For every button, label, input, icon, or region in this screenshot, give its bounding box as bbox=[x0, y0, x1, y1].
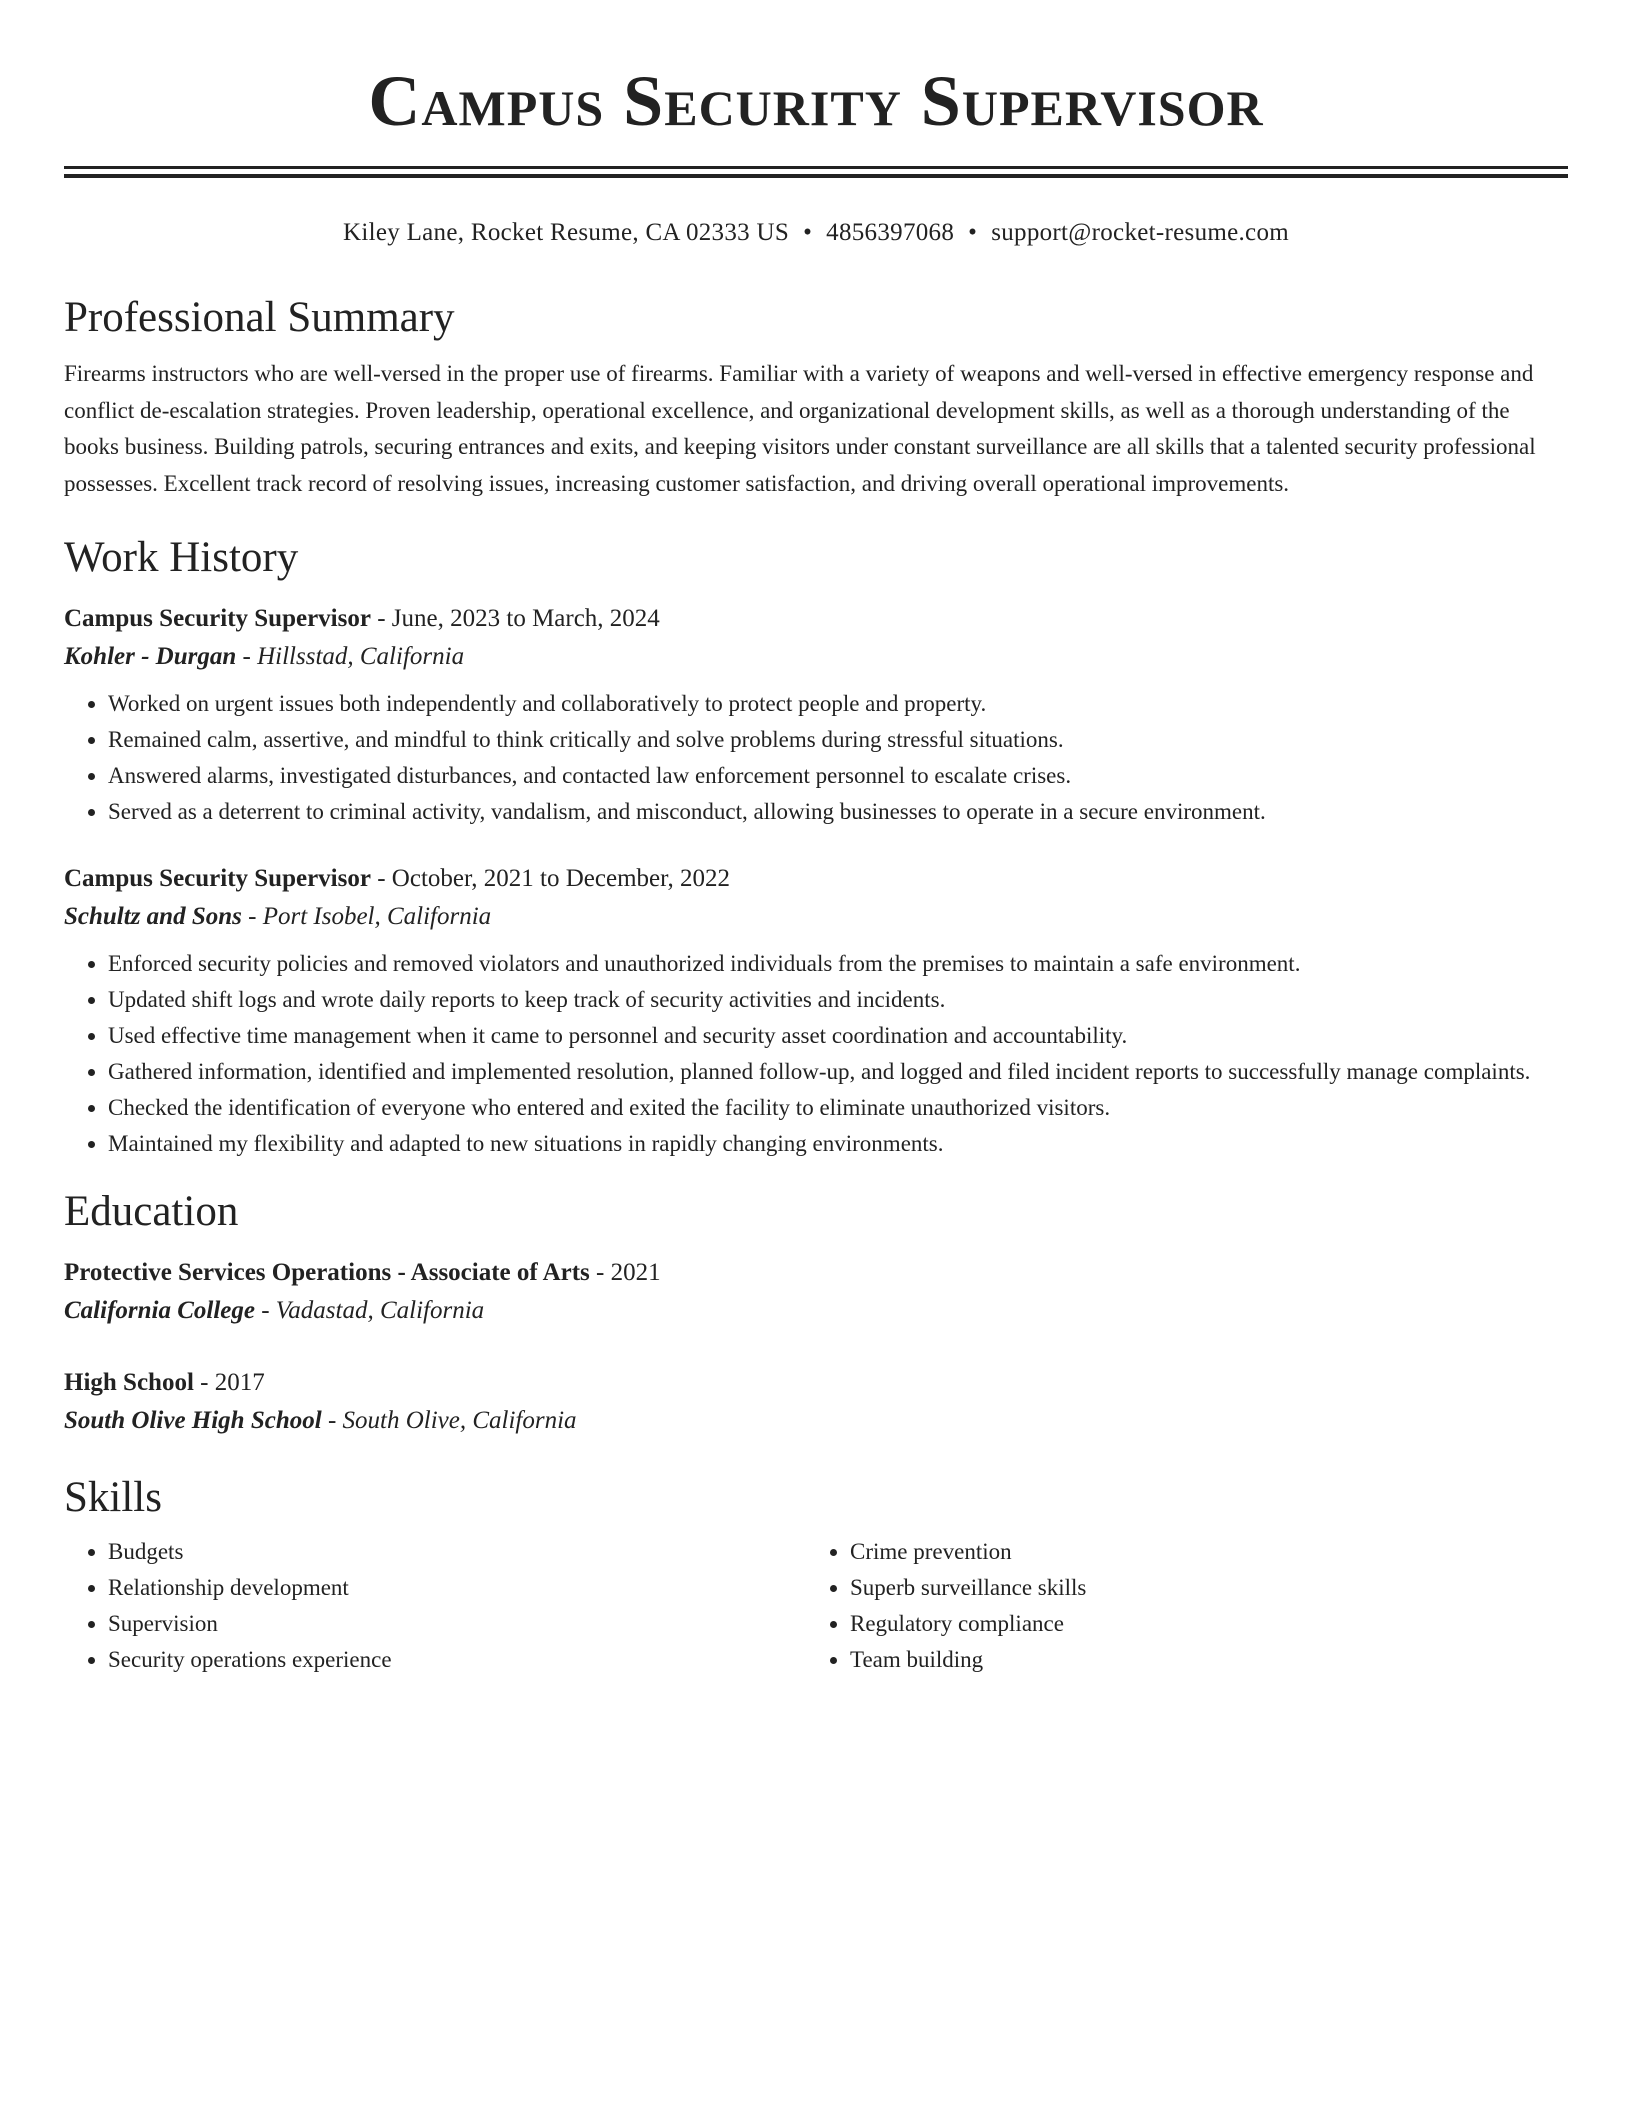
job-company: Kohler - Durgan bbox=[64, 643, 237, 670]
job-company-line bbox=[64, 898, 1568, 936]
contact-separator: • bbox=[803, 219, 813, 246]
summary-heading: Professional Summary bbox=[64, 294, 455, 341]
summary-text: Firearms instructors who are well-versed in the proper use of firearms. Familiar with a variety of weapons and well-versed in effective emergency response and conflict de-escalation strategies. Proven leadership, operational excellence, and organizational development skills, as well as a thorough understanding of the books business. Building patrols, securing entrances and exits, and keeping visitors under constant surveillance are all skills that a talented security professional possesses. Excellent track record of resolving issues, increasing customer satisfaction, and driving overall operational improvements. bbox=[64, 361, 1536, 496]
job-bullet: • Remained calm, assertive, and mindful to think critically and solve problems during stressful situations. bbox=[108, 722, 1568, 758]
education-degree-line bbox=[64, 1254, 1568, 1292]
job-bullet: • Updated shift logs and wrote daily reports to keep track of security activities and incidents. bbox=[108, 982, 1568, 1018]
skill-item: • Relationship development bbox=[108, 1570, 806, 1606]
education-heading: Education bbox=[64, 1188, 239, 1235]
education-year: - 2021 bbox=[589, 1259, 661, 1286]
job-entry bbox=[64, 600, 1568, 830]
contact-address: Kiley Lane, Rocket Resume, CA 02333 US bbox=[343, 219, 790, 246]
job-bullet: • Worked on urgent issues both independently and collaboratively to protect people and property. bbox=[108, 686, 1568, 722]
education-degree-line bbox=[64, 1364, 1568, 1402]
education-entry bbox=[64, 1254, 1568, 1330]
job-company: Schultz and Sons bbox=[64, 903, 242, 930]
job-bullet: • Enforced security policies and removed violators and unauthorized individuals from the premises to maintain a safe environment. bbox=[108, 946, 1568, 982]
contact-email: support@rocket-resume.com bbox=[991, 219, 1289, 246]
skill-item: • Superb surveillance skills bbox=[850, 1570, 1548, 1606]
job-bullet: • Answered alarms, investigated disturbances, and contacted law enforcement personnel to escalate crises. bbox=[108, 758, 1568, 794]
title-double-rule bbox=[64, 166, 1568, 178]
resume-title: Campus Security Supervisor bbox=[368, 61, 1264, 141]
skills-grid bbox=[64, 1534, 1568, 1678]
work-history-heading: Work History bbox=[64, 534, 299, 581]
education-degree: High School bbox=[64, 1369, 194, 1396]
job-role: Campus Security Supervisor bbox=[64, 605, 371, 632]
job-bullet: • Checked the identification of everyone who entered and exited the facility to eliminate unauthorized visitors. bbox=[108, 1090, 1568, 1126]
job-bullets bbox=[64, 946, 1568, 1162]
skills-column-left bbox=[64, 1534, 806, 1678]
job-bullet: • Gathered information, identified and implemented resolution, planned follow-up, and logged and filed incident reports to successfully manage complaints. bbox=[108, 1054, 1568, 1090]
job-bullets bbox=[64, 686, 1568, 830]
job-bullet: • Maintained my flexibility and adapted to new situations in rapidly changing environments. bbox=[108, 1126, 1568, 1162]
education-entry bbox=[64, 1364, 1568, 1440]
job-location: - Hillsstad, California bbox=[236, 643, 465, 670]
skill-item: • Team building bbox=[850, 1642, 1548, 1678]
skill-item: • Regulatory compliance bbox=[850, 1606, 1548, 1642]
job-company-line bbox=[64, 638, 1568, 676]
job-location: - Port Isobel, California bbox=[241, 903, 492, 930]
education-school-line bbox=[64, 1402, 1568, 1440]
education-location: - South Olive, California bbox=[321, 1407, 577, 1434]
job-dates: - June, 2023 to March, 2024 bbox=[370, 605, 660, 632]
skill-item: • Security operations experience bbox=[108, 1642, 806, 1678]
education-location: - Vadastad, California bbox=[254, 1297, 485, 1324]
contact-line bbox=[64, 216, 1568, 250]
contact-phone: 4856397068 bbox=[826, 219, 955, 246]
job-bullet: • Served as a deterrent to criminal activity, vandalism, and misconduct, allowing businesses to operate in a secure environment. bbox=[108, 794, 1568, 830]
job-title-line bbox=[64, 600, 1568, 638]
contact-separator: • bbox=[968, 219, 978, 246]
job-entry bbox=[64, 860, 1568, 1162]
education-school-line bbox=[64, 1292, 1568, 1330]
skills-heading: Skills bbox=[64, 1474, 162, 1521]
education-degree: Protective Services Operations - Associate of Arts bbox=[64, 1259, 590, 1286]
job-bullet: • Used effective time management when it came to personnel and security asset coordination and accountability. bbox=[108, 1018, 1568, 1054]
job-title-line bbox=[64, 860, 1568, 898]
education-school: South Olive High School bbox=[64, 1407, 322, 1434]
education-year: - 2017 bbox=[193, 1369, 265, 1396]
skill-item: • Budgets bbox=[108, 1534, 806, 1570]
job-role: Campus Security Supervisor bbox=[64, 865, 371, 892]
education-school: California College bbox=[64, 1297, 255, 1324]
job-dates: - October, 2021 to December, 2022 bbox=[370, 865, 730, 892]
skills-column-right bbox=[806, 1534, 1548, 1678]
skill-item: • Supervision bbox=[108, 1606, 806, 1642]
skill-item: • Crime prevention bbox=[850, 1534, 1548, 1570]
